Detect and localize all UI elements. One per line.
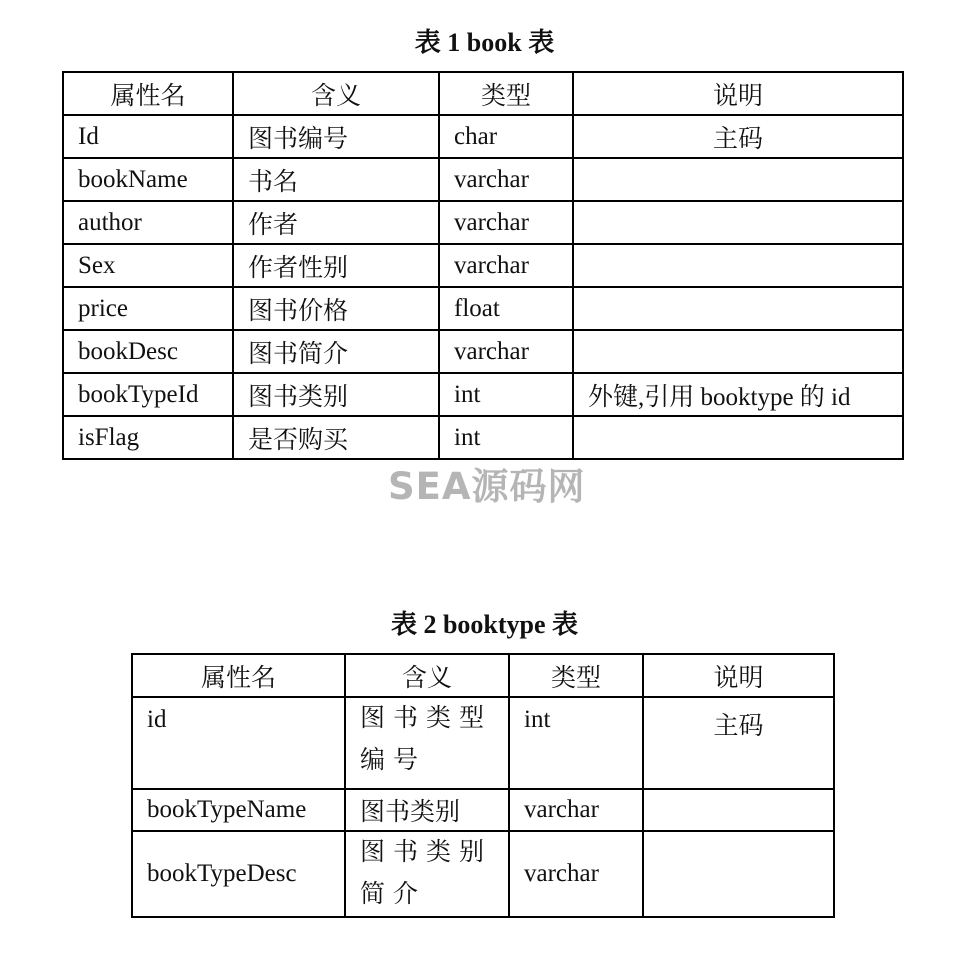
table-cell: varchar xyxy=(439,244,573,287)
table-cell: author xyxy=(63,201,233,244)
table2-caption: 表 2 booktype 表 xyxy=(390,610,579,639)
table-cell: varchar xyxy=(439,158,573,201)
header-cell: 含义 xyxy=(345,654,509,697)
table-header-row xyxy=(132,654,834,697)
table-cell xyxy=(345,697,509,789)
table-cell xyxy=(573,201,903,244)
table-cell: bookDesc xyxy=(63,330,233,373)
table-cell: varchar xyxy=(509,831,643,917)
table-cell: price xyxy=(63,287,233,330)
header-cell: 类型 xyxy=(439,72,573,115)
table-cell: bookName xyxy=(63,158,233,201)
header-cell: 属性名 xyxy=(132,654,345,697)
table-cell-text: 图书类型编号 xyxy=(360,705,493,774)
table-cell: bookTypeId xyxy=(63,373,233,416)
table-cell: int xyxy=(439,416,573,459)
table-row xyxy=(132,831,834,917)
table-cell-text: 图书类别简介 xyxy=(360,839,493,908)
booktype-table xyxy=(131,653,835,918)
table-cell xyxy=(573,416,903,459)
book-table xyxy=(62,71,904,460)
table-cell: char xyxy=(439,115,573,158)
table-cell: id xyxy=(132,697,345,789)
table-row xyxy=(63,416,903,459)
table-cell: 作者 xyxy=(233,201,439,244)
table-cell: 图书类别 xyxy=(233,373,439,416)
header-cell: 类型 xyxy=(509,654,643,697)
table-cell: 外键,引用 booktype 的 id xyxy=(573,373,903,416)
table-row xyxy=(132,789,834,831)
table-row xyxy=(63,330,903,373)
table-cell: 图书简介 xyxy=(233,330,439,373)
table-cell: int xyxy=(509,697,643,789)
table-row xyxy=(63,244,903,287)
table1-caption: 表 1 book 表 xyxy=(414,28,555,57)
table-cell: 图书价格 xyxy=(233,287,439,330)
table-cell: 图书类别 xyxy=(345,789,509,831)
table-cell: 书名 xyxy=(233,158,439,201)
table-cell: 主码 xyxy=(573,115,903,158)
header-cell: 含义 xyxy=(233,72,439,115)
table-cell: float xyxy=(439,287,573,330)
table-cell: varchar xyxy=(509,789,643,831)
table-cell: 图书编号 xyxy=(233,115,439,158)
table-cell: Id xyxy=(63,115,233,158)
table-cell xyxy=(573,330,903,373)
text-cursor xyxy=(833,784,835,812)
table-row xyxy=(63,158,903,201)
table-cell xyxy=(573,158,903,201)
table-cell: 主码 xyxy=(643,697,834,789)
table-cell: varchar xyxy=(439,201,573,244)
table-cell: 作者性别 xyxy=(233,244,439,287)
table-header-row xyxy=(63,72,903,115)
table-row xyxy=(63,201,903,244)
table-cell xyxy=(643,831,834,917)
table-cell xyxy=(345,831,509,917)
table-cell xyxy=(643,789,834,831)
header-cell: 属性名 xyxy=(63,72,233,115)
table-cell: isFlag xyxy=(63,416,233,459)
table-cell xyxy=(573,287,903,330)
table-row xyxy=(132,697,834,789)
table-cell xyxy=(573,244,903,287)
table-cell: bookTypeDesc xyxy=(132,831,345,917)
table-row xyxy=(63,373,903,416)
header-cell: 说明 xyxy=(573,72,903,115)
table-cell: Sex xyxy=(63,244,233,287)
watermark: SEA源码网 xyxy=(388,465,586,508)
table-cell: varchar xyxy=(439,330,573,373)
table-cell: int xyxy=(439,373,573,416)
table-cell: bookTypeName xyxy=(132,789,345,831)
table-row xyxy=(63,115,903,158)
table-cell: 是否购买 xyxy=(233,416,439,459)
table-row xyxy=(63,287,903,330)
header-cell: 说明 xyxy=(643,654,834,697)
